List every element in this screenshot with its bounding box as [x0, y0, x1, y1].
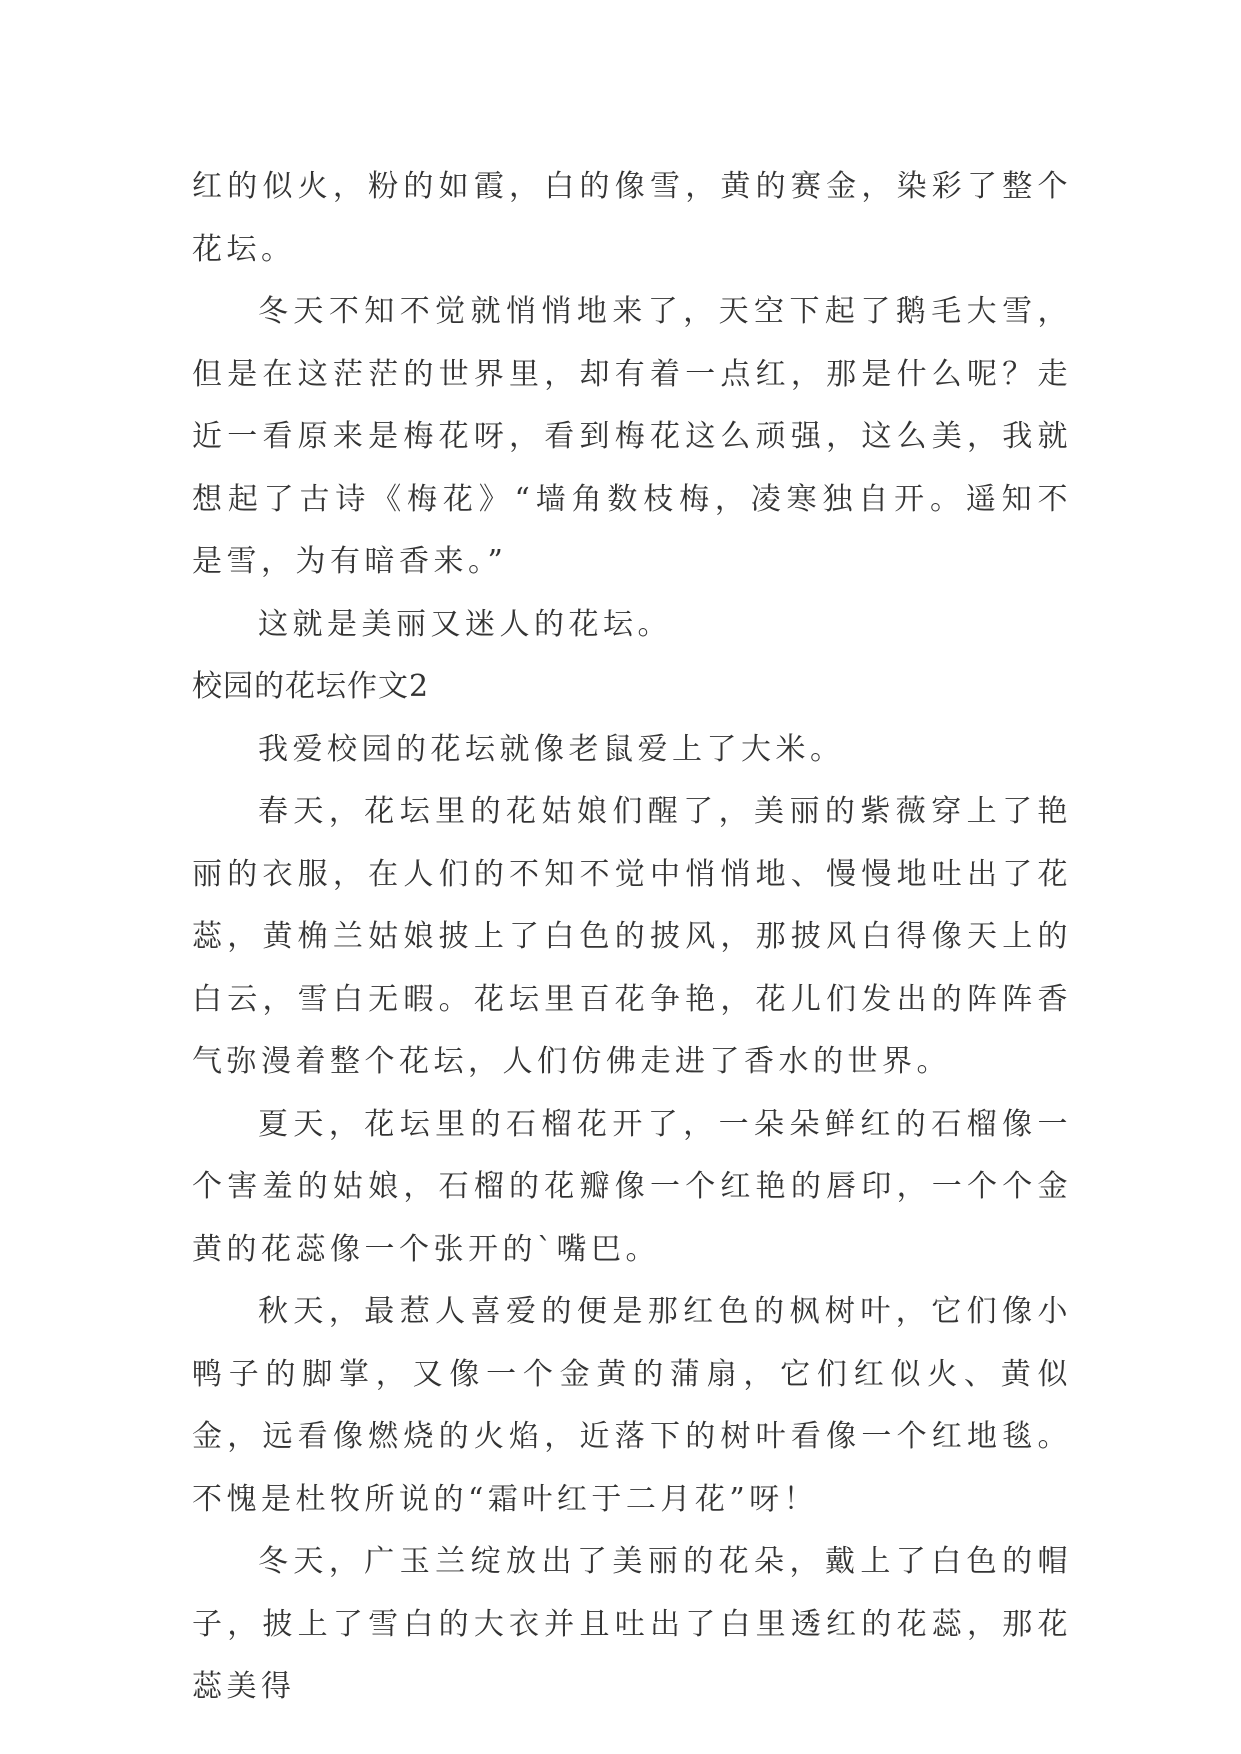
essay-title: 校园的花坛作文2 — [192, 669, 430, 704]
paragraph-autumn: 秋天，最惹人喜爱的便是那红色的枫树叶，它们像小鸭子的脚掌，又像一个金黄的蒲扇，它们红似火、黄似金，远看像燃烧的火焰，近落下的树叶看像一个红地毯。不愧是杜牧所说的“霜叶红于二月花”呀！ — [192, 1294, 1072, 1517]
paragraph-spring: 春天，花坛里的花姑娘们醒了，美丽的紫薇穿上了艳丽的衣服，在人们的不知不觉中悄悄地、慢慢地吐出了花蕊，黄桷兰姑娘披上了白色的披风，那披风白得像天上的白云，雪白无暇。花坛里百花争艳，花儿们发出的阵阵香气弥漫着整个花坛，人们仿佛走进了香水的世界。 — [192, 794, 1072, 1079]
paragraph-flower-colors: 红的似火，粉的如霞，白的像雪，黄的赛金，染彩了整个花坛。 — [192, 169, 1072, 267]
paragraph-intro: 我爱校园的花坛就像老鼠爱上了大米。 — [258, 731, 845, 767]
document-body — [192, 156, 1072, 1719]
paragraph-winter: 冬天，广玉兰绽放出了美丽的花朵，戴上了白色的帽子，披上了雪白的大衣并且吐出了白里透红的花蕊，那花蕊美得 — [192, 1544, 1072, 1704]
paragraph-conclusion: 这就是美丽又迷人的花坛。 — [258, 606, 672, 642]
paragraph-winter-plum: 冬天不知不觉就悄悄地来了，天空下起了鹅毛大雪，但是在这茫茫的世界里，却有着一点红，那是什么呢？走近一看原来是梅花呀，看到梅花这么顽强，这么美，我就想起了古诗《梅花》“墙角数枝梅，凌寒独自开。遥知不是雪，为有暗香来。” — [192, 294, 1072, 579]
paragraph-summer: 夏天，花坛里的石榴花开了，一朵朵鲜红的石榴像一个害羞的姑娘，石榴的花瓣像一个红艳的唇印，一个个金黄的花蕊像一个张开的`嘴巴。 — [192, 1106, 1072, 1267]
